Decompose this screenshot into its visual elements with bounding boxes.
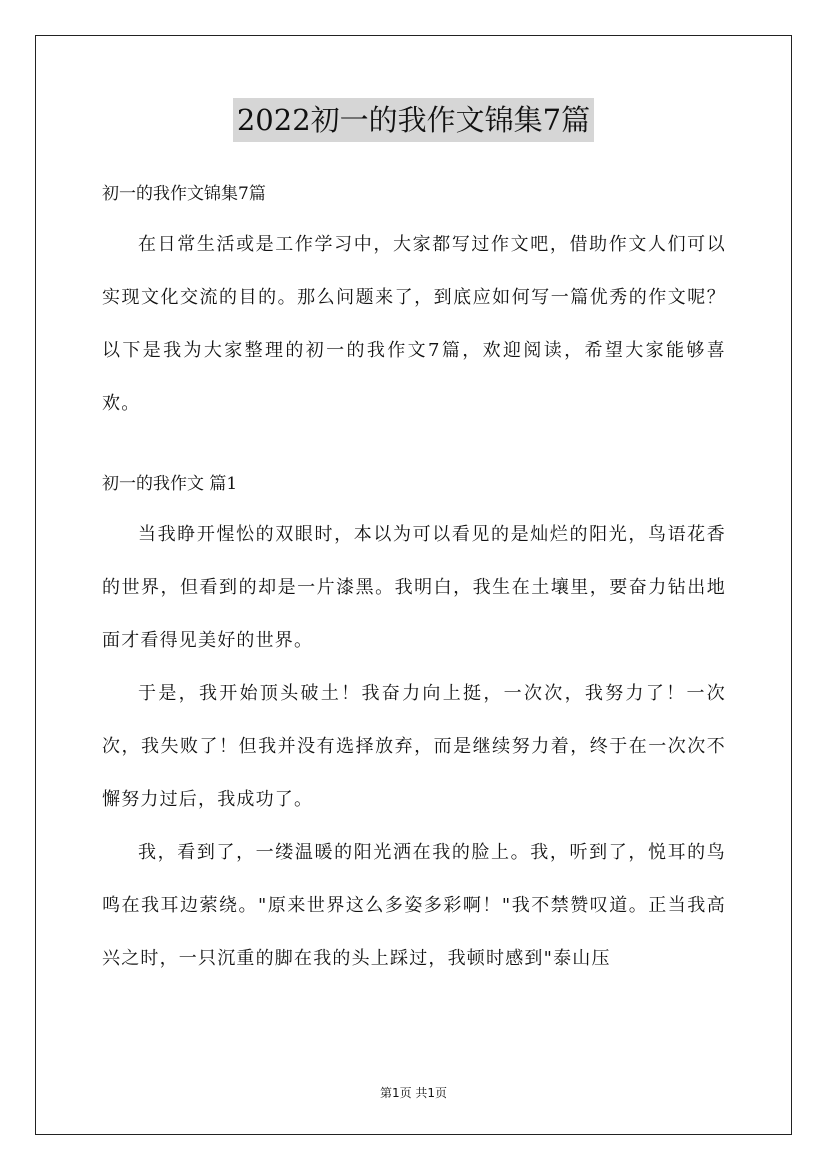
title-container (0, 98, 827, 142)
body-paragraph: 我，看到了，一缕温暖的阳光洒在我的脸上。我，听到了，悦耳的鸟鸣在我耳边萦绕。"原来世界这么多姿多彩啊！"我不禁赞叹道。正当我高兴之时，一只沉重的脚在我的头上踩过，我顿时感到"泰山压 (102, 842, 726, 969)
body-paragraph: 于是，我开始顶头破土！我奋力向上挺，一次次，我努力了！一次次，我失败了！但我并没有选择放弃，而是继续努力着，终于在一次次不懈努力过后，我成功了。 (102, 683, 726, 810)
document-title: 2022初一的我作文锦集7篇 (233, 98, 594, 142)
section-heading: 初一的我作文 篇1 (102, 474, 238, 494)
body-paragraph: 当我睁开惺忪的双眼时，本以为可以看见的是灿烂的阳光，鸟语花香的世界，但看到的却是一片漆黑。我明白，我生在土壤里，要奋力钻出地面才看得见美好的世界。 (102, 524, 726, 651)
document-subtitle: 初一的我作文锦集7篇 (102, 184, 266, 204)
intro-paragraph: 在日常生活或是工作学习中，大家都写过作文吧，借助作文人们可以实现文化交流的目的。那么问题来了，到底应如何写一篇优秀的作文呢？以下是我为大家整理的初一的我作文7篇，欢迎阅读，希望大家能够喜欢。 (102, 234, 726, 414)
document-body (102, 176, 726, 985)
page-number-label: 第1页 共1页 (379, 1086, 448, 1100)
page-footer (0, 1084, 827, 1101)
